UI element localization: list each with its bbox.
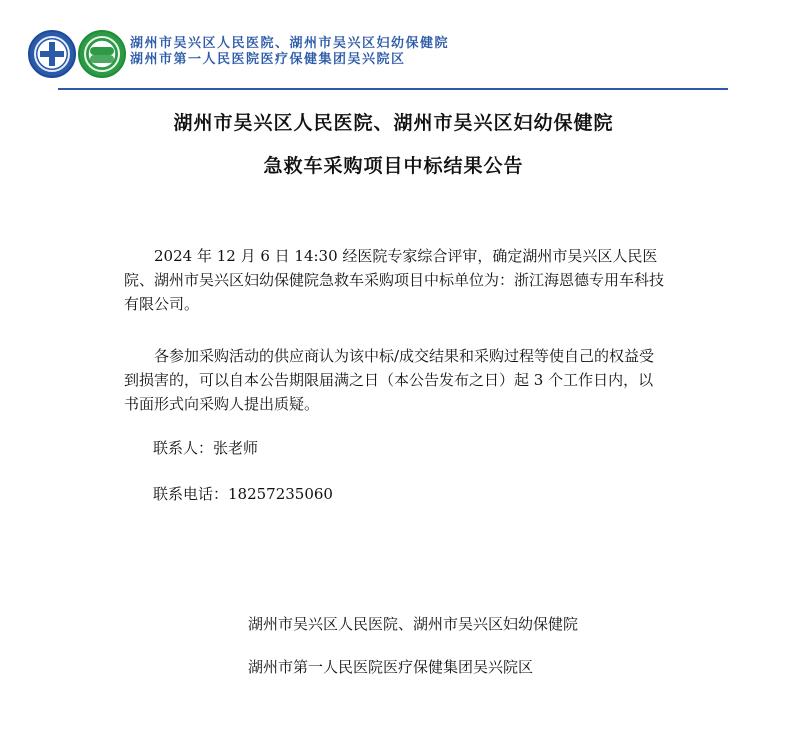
contact-person: 联系人：张老师 xyxy=(153,439,259,457)
announcement-paragraph-2 xyxy=(124,344,664,416)
document-title-line-2: 急救车采购项目中标结果公告 xyxy=(263,155,524,177)
contact-phone: 联系电话：18257235060 xyxy=(153,485,333,503)
letterhead-divider xyxy=(58,88,728,90)
signature-line-2: 湖州市第一人民医院医疗保健集团吴兴院区 xyxy=(248,658,534,676)
letterhead xyxy=(28,30,728,90)
hospital-logo xyxy=(28,30,76,78)
document-title-line-1: 湖州市吴兴区人民医院、湖州市吴兴区妇幼保健院 xyxy=(173,112,614,134)
letterhead-line-2: 湖州市第一人民医院医疗保健集团吴兴院区 xyxy=(130,52,406,67)
paragraph-1-text: 2024 年 12 月 6 日 14:30 经医院专家综合评审，确定湖州市吴兴区人民医院、湖州市吴兴区妇幼保健院急救车采购项目中标单位为：浙江海恩德专用车科技有限公司。 xyxy=(124,247,665,313)
letterhead-text xyxy=(130,36,449,68)
wave-icon-secondary xyxy=(90,55,114,63)
signature-line-1: 湖州市吴兴区人民医院、湖州市吴兴区妇幼保健院 xyxy=(248,615,579,633)
wave-icon xyxy=(90,47,114,55)
maternal-health-logo xyxy=(78,30,126,78)
medical-cross-bar xyxy=(40,51,64,57)
paragraph-2-text: 各参加采购活动的供应商认为该中标/成交结果和采购过程等使自己的权益受到损害的，可以自本公告期限届满之日（本公告发布之日）起 3 个工作日内，以书面形式向采购人提出质疑。 xyxy=(124,347,655,413)
announcement-paragraph-1 xyxy=(124,244,664,316)
letterhead-line-1: 湖州市吴兴区人民医院、湖州市吴兴区妇幼保健院 xyxy=(130,36,450,51)
